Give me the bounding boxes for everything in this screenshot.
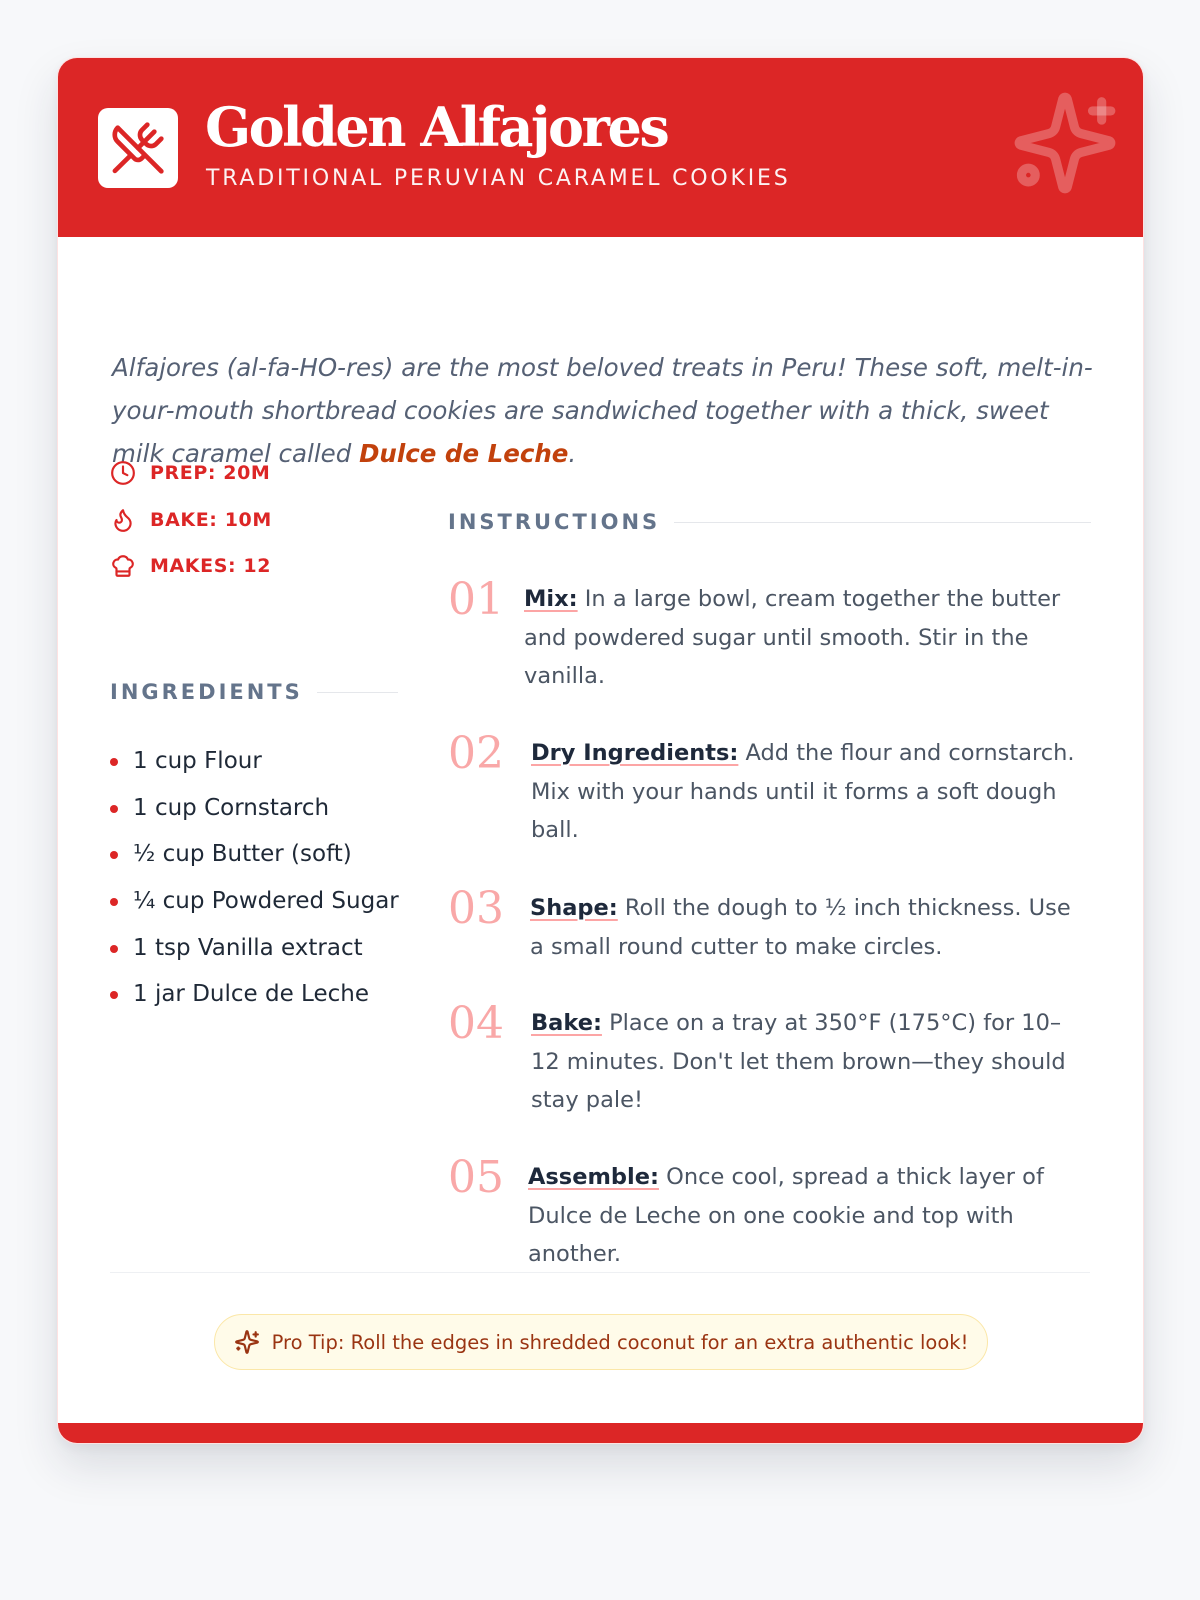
step-label: Mix: <box>524 586 578 612</box>
meta-prep <box>110 457 270 489</box>
recipe-intro <box>112 346 1102 475</box>
step-body: Add the flour and cornstarch. Mix with your hands until it forms a soft dough ball. <box>531 740 1075 843</box>
sparkles-icon <box>234 1329 260 1355</box>
chef-hat-icon <box>110 553 136 579</box>
step-label: Assemble: <box>528 1164 659 1190</box>
utensils-crossed-icon <box>110 120 166 176</box>
intro-end: . <box>568 439 577 468</box>
step-label: Dry Ingredients: <box>531 740 739 766</box>
intro-highlight: Dulce de Leche <box>359 439 569 468</box>
pro-tip-banner <box>214 1314 988 1370</box>
clock-icon <box>110 460 136 486</box>
ingredients-list <box>110 738 399 1018</box>
meta-makes <box>110 550 271 582</box>
recipe-subtitle: TRADITIONAL PERUVIAN CARAMEL COOKIES <box>206 166 791 191</box>
ingredient-item: 1 tsp Vanilla extract <box>110 925 399 972</box>
pro-tip-text: Pro Tip: Roll the edges in shredded coconut for an extra authentic look! <box>271 1330 969 1354</box>
sparkle-icon <box>1010 88 1120 198</box>
ingredient-item: ¼ cup Powdered Sugar <box>110 878 399 925</box>
recipe-card <box>57 57 1144 1444</box>
footer-accent-bar <box>58 1423 1143 1443</box>
instructions-heading-text: INSTRUCTIONS <box>448 510 661 534</box>
flame-icon <box>110 507 136 533</box>
step-text <box>524 580 1079 696</box>
step-text <box>531 734 1079 850</box>
meta-bake-label: BAKE: 10M <box>150 509 272 531</box>
meta-makes-label: MAKES: 12 <box>150 555 272 577</box>
recipe-title: Golden Alfajores <box>205 95 668 159</box>
step-number: 05 <box>448 1152 504 1203</box>
step-text <box>528 1158 1076 1274</box>
intro-text: Alfajores (al-fa-HO-res) are the most beloved treats in Peru! These soft, melt-in-your-mouth shortbread cookies are sandwiched together with a thick, sweet milk caramel called <box>112 353 1093 468</box>
ingredient-item: 1 cup Flour <box>110 738 399 785</box>
step-text <box>531 1004 1087 1120</box>
recipe-header <box>58 58 1143 237</box>
ingredient-item: 1 jar Dulce de Leche <box>110 971 399 1018</box>
ingredients-heading-rule <box>317 692 398 693</box>
step-text <box>530 889 1086 966</box>
step-number: 01 <box>448 574 504 625</box>
step-number: 04 <box>448 998 504 1049</box>
section-divider <box>110 1272 1090 1273</box>
logo-badge <box>98 108 178 188</box>
step-body: Place on a tray at 350°F (175°C) for 10–12 minutes. Don't let them brown—they should stay pale! <box>531 1010 1066 1113</box>
ingredients-heading <box>110 680 398 704</box>
meta-prep-label: PREP: 20M <box>150 462 271 484</box>
step-number: 03 <box>448 883 504 934</box>
ingredients-heading-text: INGREDIENTS <box>110 680 303 704</box>
meta-bake <box>110 504 272 536</box>
instructions-heading <box>448 510 1091 534</box>
step-label: Shape: <box>530 895 618 921</box>
instructions-heading-rule <box>674 522 1091 523</box>
ingredient-item: 1 cup Cornstarch <box>110 785 399 832</box>
step-number: 02 <box>448 728 504 779</box>
step-body: Roll the dough to ½ inch thickness. Use a small round cutter to make circles. <box>530 895 1071 960</box>
step-body: Once cool, spread a thick layer of Dulce de Leche on one cookie and top with another. <box>528 1164 1044 1267</box>
ingredient-item: ½ cup Butter (soft) <box>110 831 399 878</box>
step-body: In a large bowl, cream together the butter and powdered sugar until smooth. Stir in the vanilla. <box>524 586 1061 689</box>
step-label: Bake: <box>531 1010 602 1036</box>
